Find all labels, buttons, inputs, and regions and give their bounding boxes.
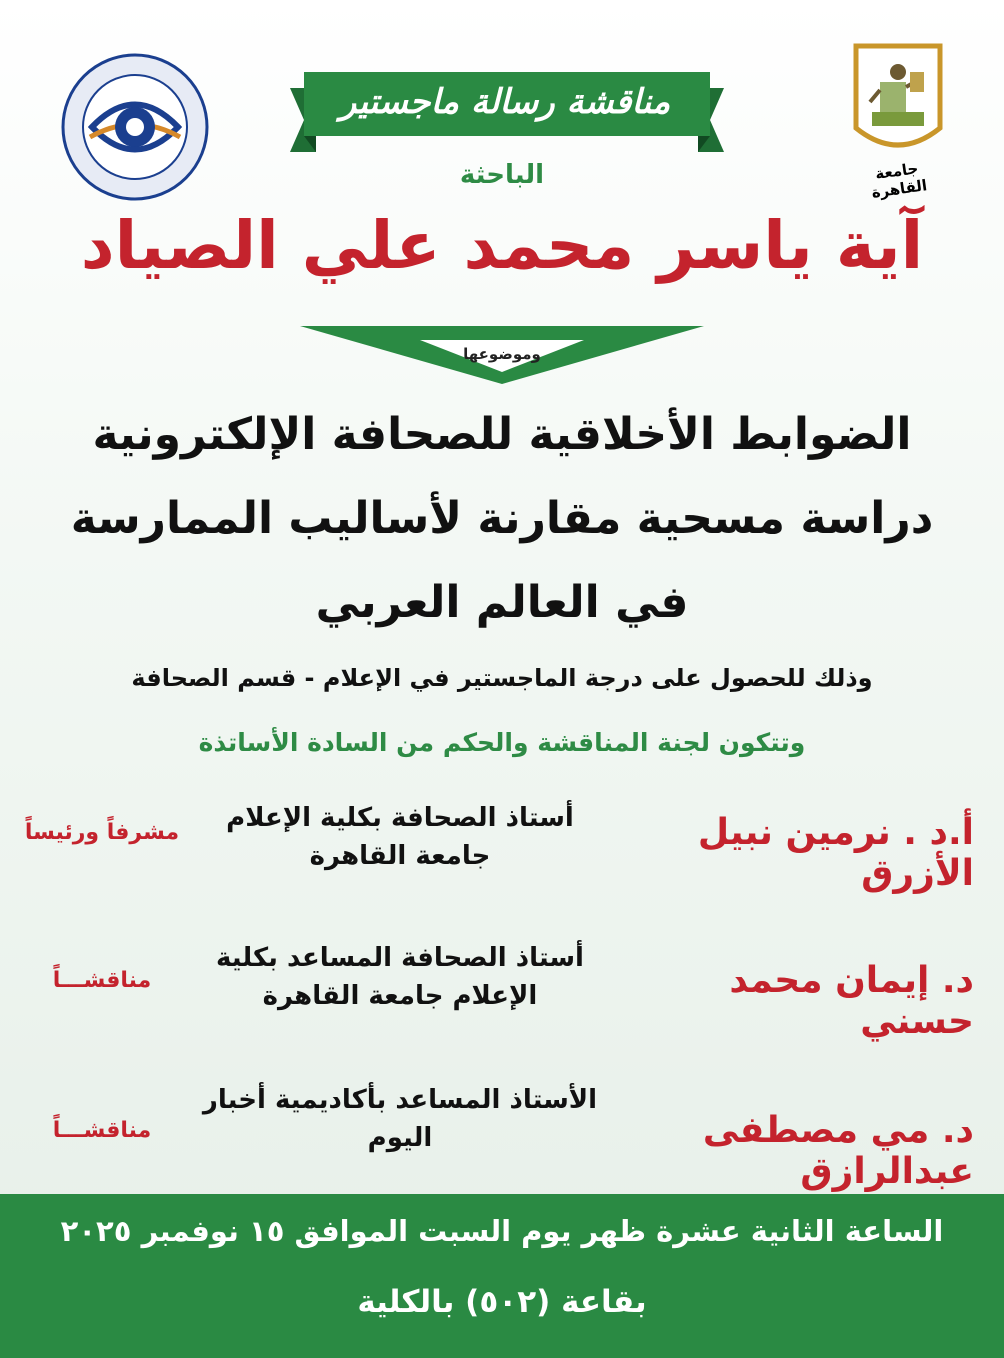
member-name-3: د. مي مصطفى عبدالرازق [702,1110,974,1192]
member-title-3 [200,1082,600,1157]
member-name-2: د. إيمان محمد حسني [729,960,974,1042]
member-name-1: أ.د . نرمين نبيل الأزرق [697,812,974,894]
thesis-title-line-3: في العالم العربي [315,577,689,628]
member-title-3-line-2: اليوم [367,1122,433,1153]
researcher-name: آية ياسر محمد علي الصياد [80,207,924,284]
banner-title: مناقشة رسالة ماجستير [339,82,671,122]
member-role-3: مناقشـــاً [52,1118,152,1143]
member-title-1 [200,800,600,875]
university-shield-icon [850,42,946,162]
cairo-university-logo [850,42,946,202]
committee-heading: وتتكون لجنة المناقشة والحكم من السادة الأساتذة [198,728,806,757]
member-role-2: مناقشـــاً [52,968,152,993]
footer-datetime: الساعة الثانية عشرة ظهر يوم السبت الموافق ١٥ نوفمبر ٢٠٢٥ [60,1214,944,1248]
faculty-eye-icon [60,52,210,202]
faculty-logo [60,52,210,202]
researcher-label: الباحثة [459,160,545,190]
university-logo-caption: جامعة القاهرة [870,159,929,202]
thesis-title-line-2: دراسة مسحية مقارنة لأساليب الممارسة [70,493,934,544]
member-title-2-line-2: الإعلام جامعة القاهرة [262,980,538,1011]
footer-venue: بقاعة (٥٠٢) بالكلية [357,1284,647,1320]
degree-line: وذلك للحصول على درجة الماجستير في الإعلام - قسم الصحافة [131,664,873,692]
member-title-3-line-1: الأستاذ المساعد بأكاديمية أخبار [202,1085,598,1115]
member-role-1: مشرفاً ورئيساً [24,820,180,845]
member-title-2 [200,940,600,1015]
subject-label: وموضوعها [463,345,541,363]
thesis-title-line-1: الضوابط الأخلاقية للصحافة الإلكترونية [92,409,912,460]
member-title-1-line-1: أستاذ الصحافة بكلية الإعلام [226,803,574,833]
member-title-2-line-1: أستاذ الصحافة المساعد بكلية [216,943,584,973]
member-title-1-line-2: جامعة القاهرة [309,840,491,871]
